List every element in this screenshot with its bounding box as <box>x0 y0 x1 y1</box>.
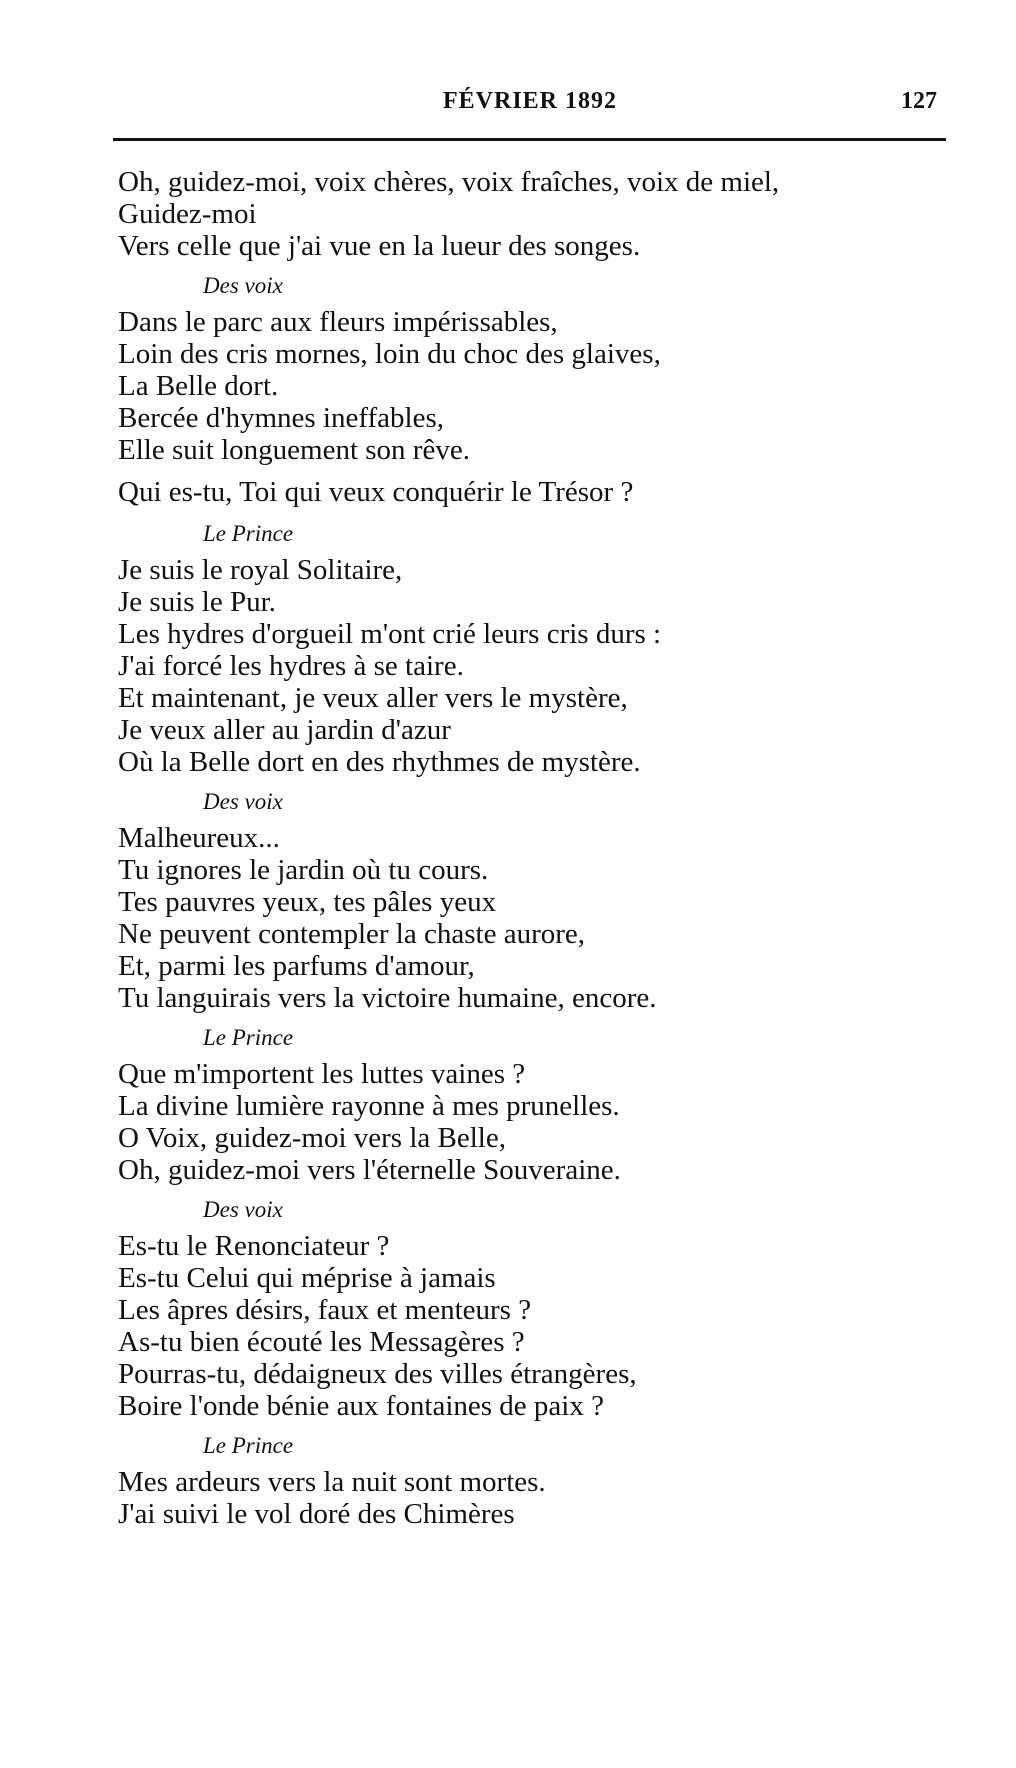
verse-line: Et, parmi les parfums d'amour, <box>118 950 475 982</box>
verse-line: Je suis le royal Solitaire, <box>118 554 403 586</box>
verse-line: La divine lumière rayonne à mes prunelles. <box>118 1090 620 1122</box>
verse-line: Elle suit longuement son rêve. <box>118 434 470 466</box>
verse-line: Mes ardeurs vers la nuit sont mortes. <box>118 1466 546 1498</box>
verse-line: Dans le parc aux fleurs impérissables, <box>118 306 558 338</box>
stanza <box>118 1196 958 1422</box>
verse-line: Es-tu Celui qui méprise à jamais <box>118 1262 496 1294</box>
verse-line: Je veux aller au jardin d'azur <box>118 714 451 746</box>
verse-line: Oh, guidez-moi, voix chères, voix fraîches, voix de miel, <box>118 166 780 198</box>
running-header <box>115 88 945 122</box>
verse-line: Que m'importent les luttes vaines ? <box>118 1058 526 1090</box>
verse-line: Les hydres d'orgueil m'ont crié leurs cris durs : <box>118 618 662 650</box>
verse-line: Es-tu le Renonciateur ? <box>118 1230 390 1262</box>
verse-line: Tes pauvres yeux, tes pâles yeux <box>118 886 497 918</box>
stanza <box>118 1432 958 1530</box>
verse-line: J'ai suivi le vol doré des Chimères <box>118 1498 515 1530</box>
verse-line: Guidez-moi <box>118 198 257 230</box>
poem-body <box>118 166 958 1540</box>
verse-line: Bercée d'hymnes ineffables, <box>118 402 444 434</box>
verse-line: Oh, guidez-moi vers l'éternelle Souveraine. <box>118 1154 621 1186</box>
header-title: FÉVRIER 1892 <box>442 88 617 114</box>
stanza <box>118 272 958 466</box>
verse-line: La Belle dort. <box>118 370 279 402</box>
speaker-label: Des voix <box>203 1197 283 1222</box>
speaker-label: Le Prince <box>203 1433 294 1458</box>
verse-line: J'ai forcé les hydres à se taire. <box>118 650 464 682</box>
verse-line: Et maintenant, je veux aller vers le mystère, <box>118 682 628 714</box>
speaker-label: Le Prince <box>203 1025 294 1050</box>
stanza <box>118 166 958 262</box>
speaker-label: Des voix <box>203 273 283 298</box>
stanza <box>118 1024 958 1186</box>
verse-line: Tu ignores le jardin où tu cours. <box>118 854 489 886</box>
verse-line: As-tu bien écouté les Messagères ? <box>118 1326 525 1358</box>
verse-line: Les âpres désirs, faux et menteurs ? <box>118 1294 532 1326</box>
verse-line: Loin des cris mornes, loin du choc des glaives, <box>118 338 661 370</box>
verse-line: Malheureux... <box>118 822 280 854</box>
verse-line: Ne peuvent contempler la chaste aurore, <box>118 918 586 950</box>
page-number: 127 <box>901 88 937 114</box>
verse-line: Boire l'onde bénie aux fontaines de paix ? <box>118 1390 604 1422</box>
verse-line: Tu languirais vers la victoire humaine, encore. <box>118 982 657 1014</box>
speaker-label: Des voix <box>203 789 283 814</box>
header-rule <box>113 138 946 141</box>
verse-line: Qui es-tu, Toi qui veux conquérir le Trésor ? <box>118 476 634 508</box>
stanza <box>118 788 958 1014</box>
verse-line: Où la Belle dort en des rhythmes de mystère. <box>118 746 641 778</box>
verse-line: O Voix, guidez-moi vers la Belle, <box>118 1122 506 1154</box>
verse-line: Vers celle que j'ai vue en la lueur des songes. <box>118 230 641 262</box>
speaker-label: Le Prince <box>203 521 294 546</box>
stanza <box>118 476 958 508</box>
verse-line: Je suis le Pur. <box>118 586 276 618</box>
stanza <box>118 520 958 778</box>
verse-line: Pourras-tu, dédaigneux des villes étrangères, <box>118 1358 637 1390</box>
